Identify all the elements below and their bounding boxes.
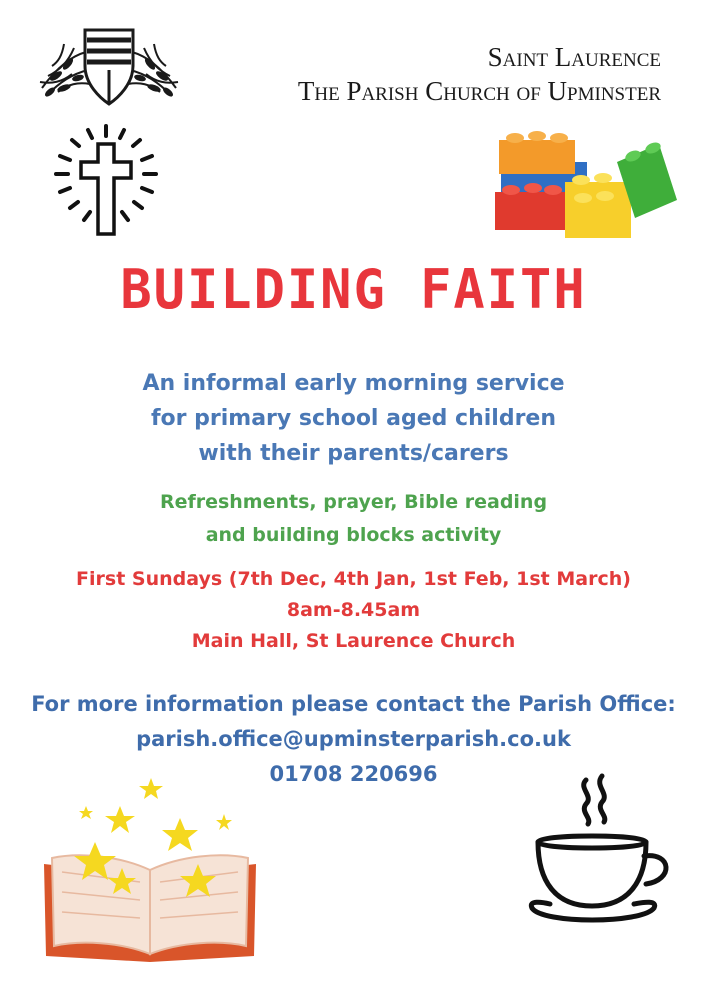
- open-book-stars-icon: [40, 772, 262, 964]
- activities-line: Refreshments, prayer, Bible reading: [159, 491, 548, 513]
- church-name: [298, 40, 661, 108]
- activities-text: [0, 486, 707, 552]
- intro-line: An informal early morning service: [142, 371, 565, 396]
- intro-text: [0, 366, 707, 471]
- church-name-line1: Saint Laurence: [487, 42, 661, 72]
- schedule-venue: Main Hall, St Laurence Church: [191, 630, 516, 652]
- coffee-cup-icon: [522, 772, 682, 936]
- parish-crest-icon: [38, 26, 180, 106]
- schedule-time: 8am-8.45am: [286, 599, 421, 621]
- radiant-cross-icon: [48, 124, 170, 244]
- intro-line: with their parents/carers: [198, 441, 509, 466]
- contact-email[interactable]: parish.office@upminsterparish.co.uk: [136, 727, 571, 751]
- contact-phone[interactable]: 01708 220696: [269, 762, 438, 786]
- schedule-dates: First Sundays (7th Dec, 4th Jan, 1st Feb, 1st March): [76, 568, 631, 590]
- activities-line: and building blocks activity: [205, 524, 502, 546]
- church-name-line2: The Parish Church of Upminster: [297, 76, 661, 106]
- intro-line: for primary school aged children: [150, 406, 557, 431]
- building-blocks-icon: [493, 126, 679, 244]
- contact-heading: For more information please contact the Parish Office:: [31, 692, 676, 716]
- page-title: BUILDING FAITH: [120, 258, 587, 322]
- schedule-text: [0, 564, 707, 657]
